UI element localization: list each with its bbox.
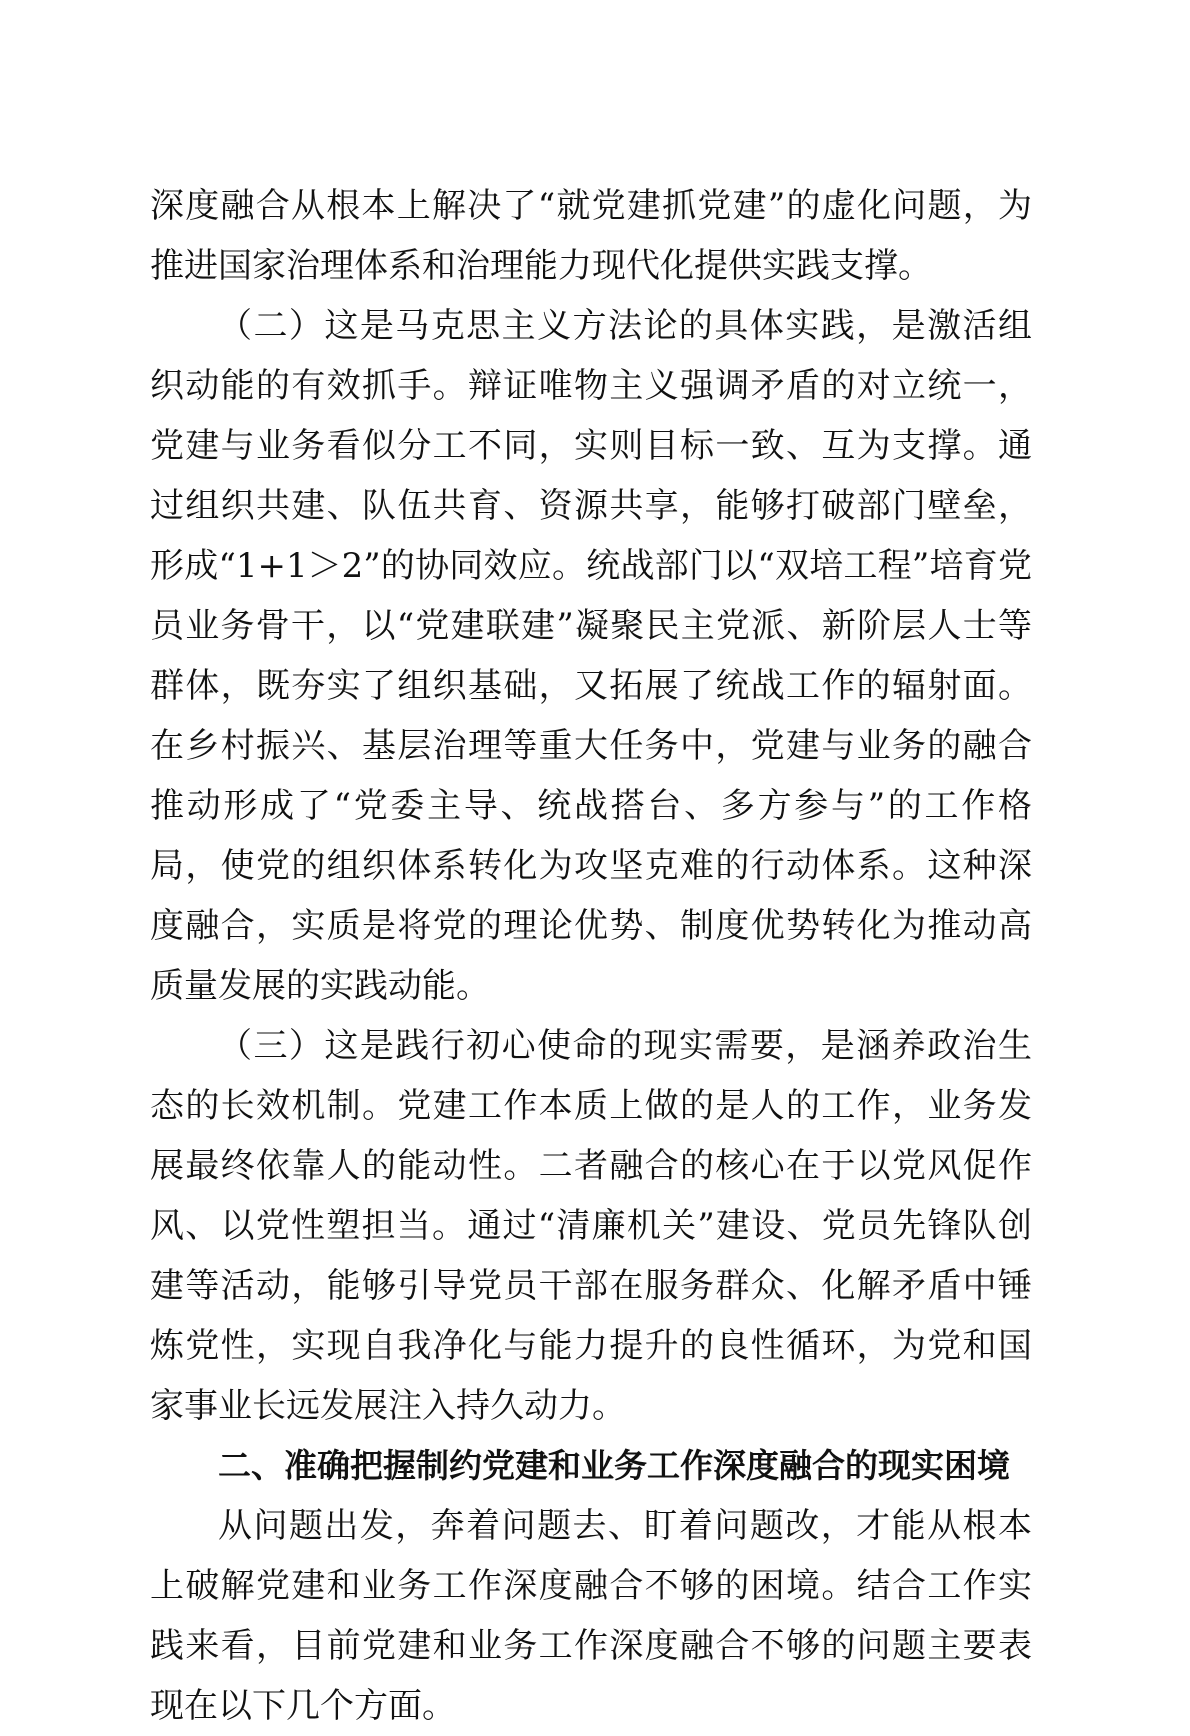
section-heading: 二、准确把握制约党建和业务工作深度融合的现实困境 <box>218 1446 1010 1485</box>
paragraph-section-3: （三）这是践行初心使命的现实需要，是涵养政治生态的长效机制。党建工作本质上做的是人的工作，业务发展最终依靠人的能动性。二者融合的核心在于以党风促作风、以党性塑担当。通过“清廉机关”建设、党员先锋队创建等活动，能够引导党员干部在服务群众、化解矛盾中锤炼党性，实现自我净化与能力提升的良性循环，为党和国家事业长远发展注入持久动力。 <box>150 1026 1032 1426</box>
paragraph-closing: 从问题出发，奔着问题去、盯着问题改，才能从根本上破解党建和业务工作深度融合不够的困境。结合工作实践来看，目前党建和业务工作深度融合不够的问题主要表现在以下几个方面。 <box>150 1506 1032 1726</box>
paragraph-continuation: 深度融合从根本上解决了“就党建抓党建”的虚化问题，为推进国家治理体系和治理能力现代化提供实践支撑。 <box>150 186 1032 286</box>
document-body <box>150 176 1032 1736</box>
paragraph-section-2: （二）这是马克思主义方法论的具体实践，是激活组织动能的有效抓手。辩证唯物主义强调矛盾的对立统一，党建与业务看似分工不同，实则目标一致、互为支撑。通过组织共建、队伍共育、资源共享，能够打破部门壁垒，形成“1+1＞2”的协同效应。统战部门以“双培工程”培育党员业务骨干，以“党建联建”凝聚民主党派、新阶层人士等群体，既夯实了组织基础，又拓展了统战工作的辐射面。在乡村振兴、基层治理等重大任务中，党建与业务的融合推动形成了“党委主导、统战搭台、多方参与”的工作格局，使党的组织体系转化为攻坚克难的行动体系。这种深度融合，实质是将党的理论优势、制度优势转化为推动高质量发展的实践动能。 <box>150 306 1032 1006</box>
